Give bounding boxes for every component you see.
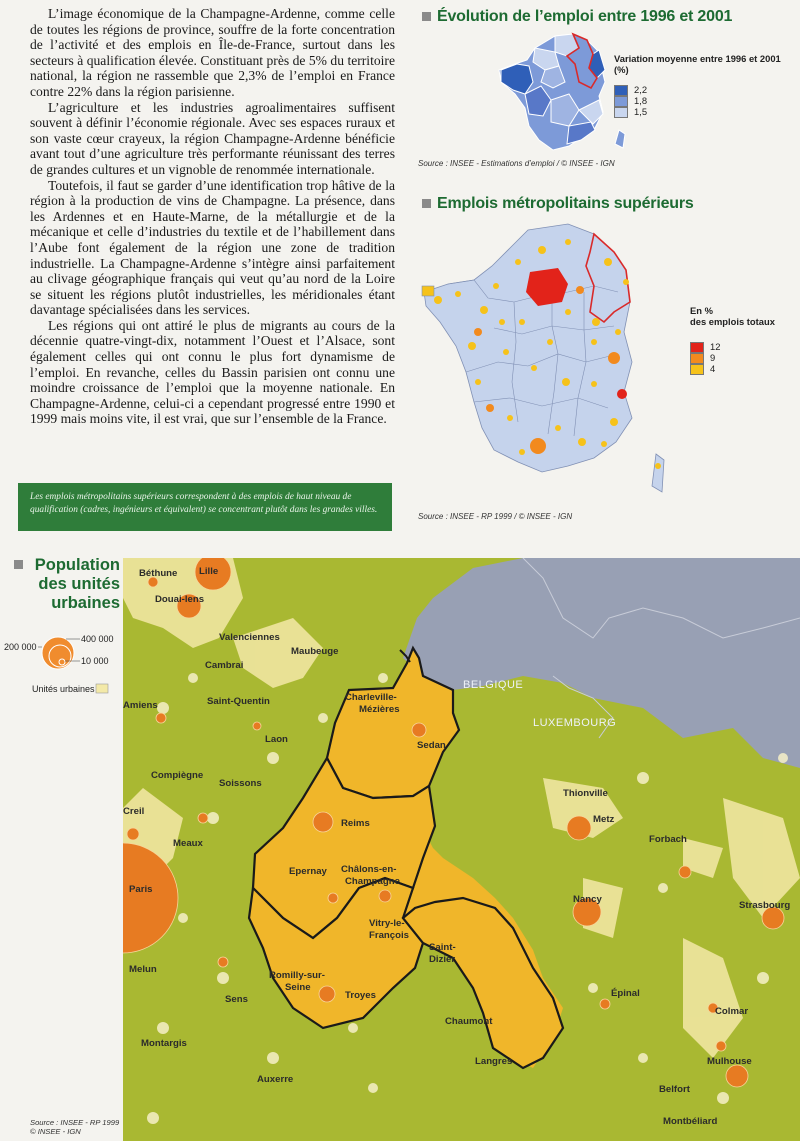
pop-legend-units-label: Unités urbaines: [32, 684, 95, 694]
metro-legend-title-line: des emplois totaux: [690, 316, 775, 327]
pop-map-title: [10, 556, 120, 613]
city-label: Paris: [129, 884, 153, 895]
city-label: Sedan: [417, 740, 446, 751]
emploi-map-title: [422, 8, 732, 26]
article-paragraph: Les régions qui ont attiré le plus de migrants au cours de la décennie quatre-vingt-dix, notamment l’Ouest et l’Alsace, sont également celles qui ont connu le plus fort dynamisme de l’emploi. En revanche, celles du Bassin parisien ont connu une moindre croissance de l’emploi que la moyenne nationale. En Champagne-Ardenne, celui-ci a cependant progressé entre 1990 et 1999 mais moins vite, il est vrai, que sur l’ensemble de la France.: [30, 317, 395, 427]
city-label: Forbach: [649, 834, 687, 845]
city-label: Belfort: [659, 1084, 690, 1095]
city-label: Nancy: [573, 894, 602, 905]
city-label: Dizier: [429, 954, 456, 965]
article-body: [30, 6, 395, 427]
section-marker-icon: [422, 199, 431, 208]
pop-source-line: Source : INSEE - RP 1999: [30, 1118, 120, 1127]
emploi-legend-item: [614, 84, 647, 95]
pop-title-line: urbaines: [51, 594, 120, 612]
city-label: Colmar: [715, 1006, 749, 1017]
city-label: Montbéliard: [663, 1116, 718, 1127]
city-label: Chaumont: [445, 1016, 493, 1027]
metro-map-title-text: Emplois métropolitains supérieurs: [437, 195, 694, 212]
legend-swatch: [614, 107, 628, 118]
city-label: Soissons: [219, 778, 262, 789]
legend-label: 1,5: [634, 106, 648, 117]
city-label: Épinal: [611, 988, 640, 999]
city-label: Maubeuge: [291, 646, 339, 657]
metro-legend-item: [690, 341, 720, 352]
city-label: Béthune: [139, 568, 178, 579]
legend-label: 4: [710, 363, 716, 374]
emploi-legend-item: [614, 106, 647, 117]
emploi-map-source: Source : INSEE - Estimations d’emploi / © INSEE - IGN: [418, 159, 615, 168]
city-label: Champagne: [345, 876, 400, 887]
pop-legend-200000: 200 000: [4, 642, 37, 652]
metro-legend-title: [690, 305, 800, 327]
city-label: Troyes: [345, 990, 376, 1001]
metro-legend-title-line: En %: [690, 305, 713, 316]
city-label: Laon: [265, 734, 288, 745]
article-paragraph: L’agriculture et les industries agroalimentaires suffisent souvent à définir l’économie régionale. Avec ses espaces ruraux et son vaste cœur crayeux, la région Champagne-Ardenne bénéficie avant tout d’une agriculture très performante réunissant des terres de grandes cultures et un vignoble de renommée internationale.: [30, 99, 395, 177]
metro-legend: [690, 341, 720, 374]
country-belgique: BELGIQUE: [463, 679, 524, 691]
city-label: Reims: [341, 818, 370, 829]
city-label: Saint-Quentin: [207, 696, 270, 707]
pop-legend-400000: 400 000: [81, 634, 114, 644]
legend-label: 1,8: [634, 95, 648, 106]
emploi-legend: [614, 84, 647, 117]
city-label: Melun: [129, 964, 157, 975]
city-label: Meaux: [173, 838, 203, 849]
definition-note: Les emplois métropolitains supérieurs correspondent à des emplois de haut niveau de qualification (cadres, ingénieurs et équivalent) se concentrant plutôt dans les grandes villes.: [18, 483, 392, 531]
city-label: Epernay: [289, 866, 327, 877]
pop-source-line: © INSEE - IGN: [30, 1127, 81, 1136]
pop-map-source: [30, 1118, 119, 1136]
metro-legend-item: [690, 352, 720, 363]
metro-map-title: [422, 195, 694, 213]
city-label: Creil: [123, 806, 145, 817]
city-label: Charleville-: [345, 692, 397, 703]
emploi-map-title-text: Évolution de l’emploi entre 1996 et 2001: [437, 8, 733, 25]
section-marker-icon: [422, 12, 431, 21]
city-label: Auxerre: [257, 1074, 294, 1085]
pop-title-line: Population: [34, 556, 120, 574]
city-label: Langres: [475, 1056, 513, 1067]
article-paragraph: L’image économique de la Champagne-Ardenne, comme celle de toutes les régions de province, souffre de la forte concentration de l’activité et des emplois en Île-de-France, surtout dans les secteurs à qualification élevée. Constituant près de 5% du territoire national, la région ne rassemble que 2,3% de l’emploi en France contre 22% dans la région parisienne.: [30, 6, 395, 99]
article-paragraph: Toutefois, il faut se garder d’une identification trop hâtive de la région à la production de vins de Champagne. La présence, dans les Ardennes et en Haute-Marne, de la métallurgie et de la mécanique et celle d’industries du textile et de l’habillement dans l’Aube font également de la région une zone de tradition industrielle. La Champagne-Ardenne s’intègre ainsi parfaitement au clivage géographique français qui veut qu’au nord de la Loire se situent les régions plutôt industrielles, les méridionales étant davantage spécialisées dans les services.: [30, 177, 395, 318]
city-label: Saint-: [429, 942, 456, 953]
legend-swatch: [690, 364, 704, 375]
legend-label: 9: [710, 352, 716, 363]
city-label: Lille: [199, 566, 219, 577]
pop-region-map-svg: [123, 558, 800, 1141]
city-label: Strasbourg: [739, 900, 791, 911]
country-luxembourg: LUXEMBOURG: [533, 717, 617, 729]
metro-map-source: Source : INSEE - RP 1999 / © INSEE - IGN: [418, 512, 573, 521]
city-label: François: [369, 930, 409, 941]
city-label: Amiens: [123, 700, 158, 711]
pop-region-map: [123, 558, 800, 1141]
city-label: Cambrai: [205, 660, 244, 671]
legend-label: 12: [710, 341, 721, 352]
metro-france-map: [418, 222, 688, 508]
city-label: Compiègne: [151, 770, 204, 781]
metro-legend-item: [690, 363, 720, 374]
legend-label: 2,2: [634, 84, 648, 95]
city-label: Mézières: [359, 704, 400, 715]
city-label: Thionville: [563, 788, 608, 799]
city-label: Montargis: [141, 1038, 187, 1049]
emploi-legend-title: Variation moyenne entre 1996 et 2001 (%): [614, 53, 781, 75]
pop-circle-legend: [0, 620, 122, 700]
city-label: Romilly-sur-: [269, 970, 325, 981]
city-label: Seine: [285, 982, 311, 993]
city-label: Valenciennes: [219, 632, 280, 643]
city-label: Sens: [225, 994, 248, 1005]
city-label: Châlons-en-: [341, 864, 397, 875]
city-label: Douai-lens: [155, 594, 205, 605]
pop-title-line: des unités: [38, 575, 120, 593]
emploi-france-map: [495, 30, 630, 155]
city-label: Mulhouse: [707, 1056, 752, 1067]
city-label: Vitry-le-: [369, 918, 405, 929]
city-label: Metz: [593, 814, 615, 825]
emploi-legend-item: [614, 95, 647, 106]
pop-legend-10000: 10 000: [81, 656, 109, 666]
